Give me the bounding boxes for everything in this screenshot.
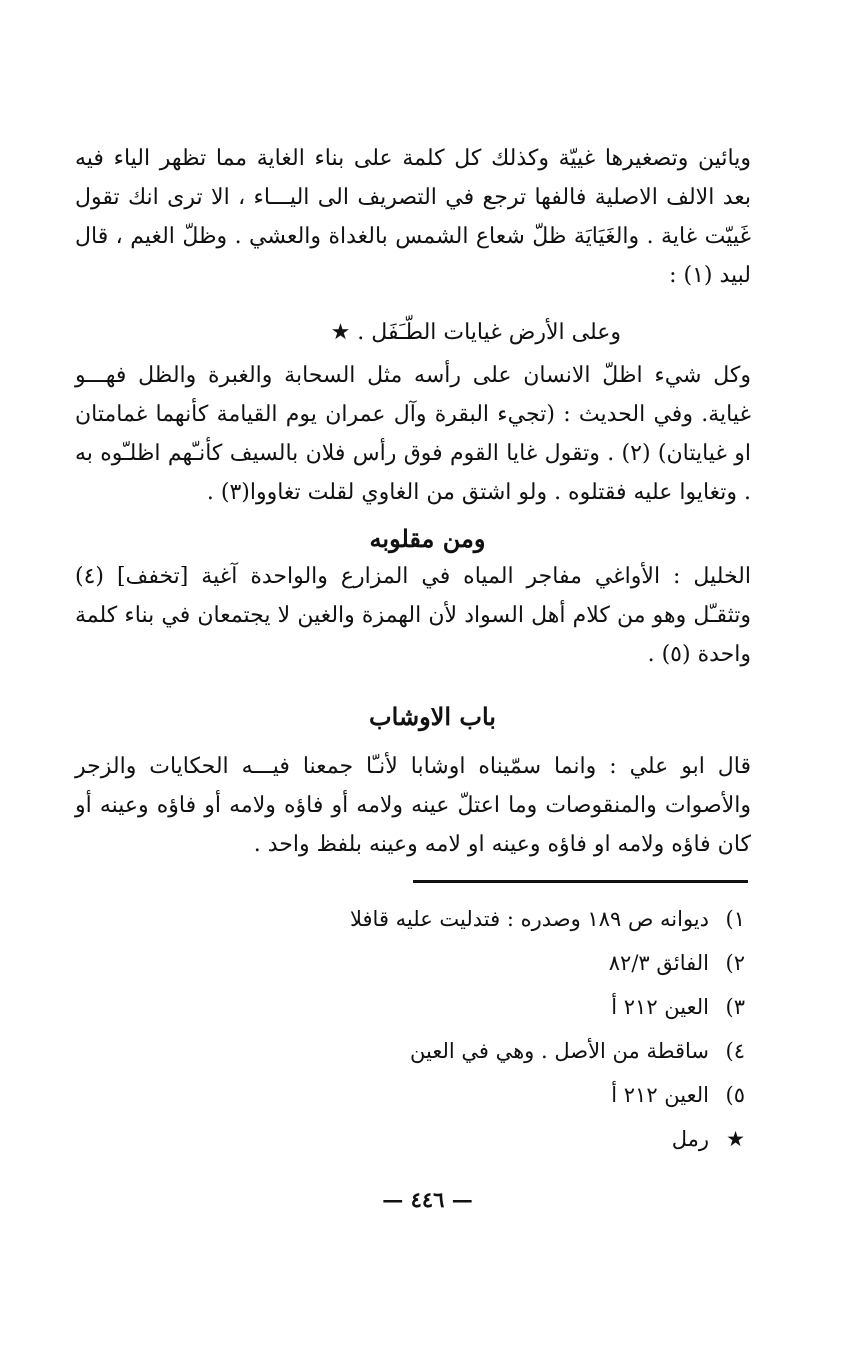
footnote-divider	[413, 880, 748, 883]
footnote-text: العين ٢١٢ أ	[611, 995, 709, 1019]
footnote-item	[225, 941, 745, 985]
footnote-number: ٤)	[725, 1039, 745, 1063]
verse-line: وعلى الأرض غيايات الطّـَفَل . ★	[330, 320, 621, 345]
footnote-text: العين ٢١٢ أ	[611, 1083, 709, 1107]
footnote-text: الفائق ٨٢/٣	[608, 951, 709, 975]
paragraph-gayaya: ويائين وتصغيرها غييّة وكذلك كل كلمة على بناء الغاية مما تظهر الياء فيه بعد الالف الاصلية فالفها ترجع في التصريف الى اليـــاء ، الا ترى انك تقول غَييّت غاية . والغَيَايَة ظلّ شعاع الشمس بالغداة والعشي . وظلّ الغيم ، قال لبيد (١) :	[75, 146, 751, 288]
footnote-item	[225, 1029, 745, 1073]
footnote-item	[225, 1073, 745, 1117]
star-icon: ★	[726, 1127, 745, 1151]
page-number: — ٤٤٦ —	[382, 1187, 473, 1212]
section-heading-awshab: باب الاوشاب	[369, 702, 496, 731]
paragraph-shade: وكل شيء اظلّ الانسان على رأسه مثل السحابة والغبرة والظل فهـــو غياية. وفي الحديث : (تجيء البقرة وآل عمران يوم القيامة كأنهما غمامتان او غيايتان) (٢) . وتقول غايا القوم فوق رأس فلان بالسيف كأنـّهم اظلـّوه به . وتغايوا عليه فقتلوه . ولو اشتق من الغاوي لقلت تغاووا(٣) .	[75, 363, 752, 505]
footnote-number: ٣)	[725, 995, 745, 1019]
section-heading-maqlub: ومن مقلوبه	[369, 524, 486, 553]
footnote-number: ١)	[725, 907, 745, 931]
footnote-text: ساقطة من الأصل . وهي في العين	[410, 1039, 709, 1063]
footnote-item	[225, 897, 745, 941]
paragraph-khalil: الخليل : الأواغي مفاجر المياه في المزارع والواحدة آغية [تخفف] (٤) وتثقـّل وهو من كلام أهل السواد لأن الهمزة والغين لا يجتمعان في بناء كلمة واحدة (٥) .	[75, 564, 751, 667]
footnote-item	[225, 985, 745, 1029]
footnote-item	[225, 1117, 745, 1161]
footnote-list	[225, 897, 745, 1161]
footnote-number: ٢)	[725, 951, 745, 975]
footnote-text: رمل	[671, 1127, 709, 1151]
footnote-text: ديوانه ص ١٨٩ وصدره : فتدليت عليه قافلا	[349, 907, 709, 931]
paragraph-abu-ali: قال ابو علي : وانما سمّيناه اوشابا لأنـّا جمعنا فيـــه الحكايات والزجر والأصوات والمنقوصات وما اعتلّ عينه ولامه أو فاؤه ولامه أو فاؤه وعينه أو كان فاؤه ولامه او فاؤه وعينه او لامه وعينه بلفظ واحد .	[75, 754, 751, 857]
footnote-number: ٥)	[725, 1083, 745, 1107]
